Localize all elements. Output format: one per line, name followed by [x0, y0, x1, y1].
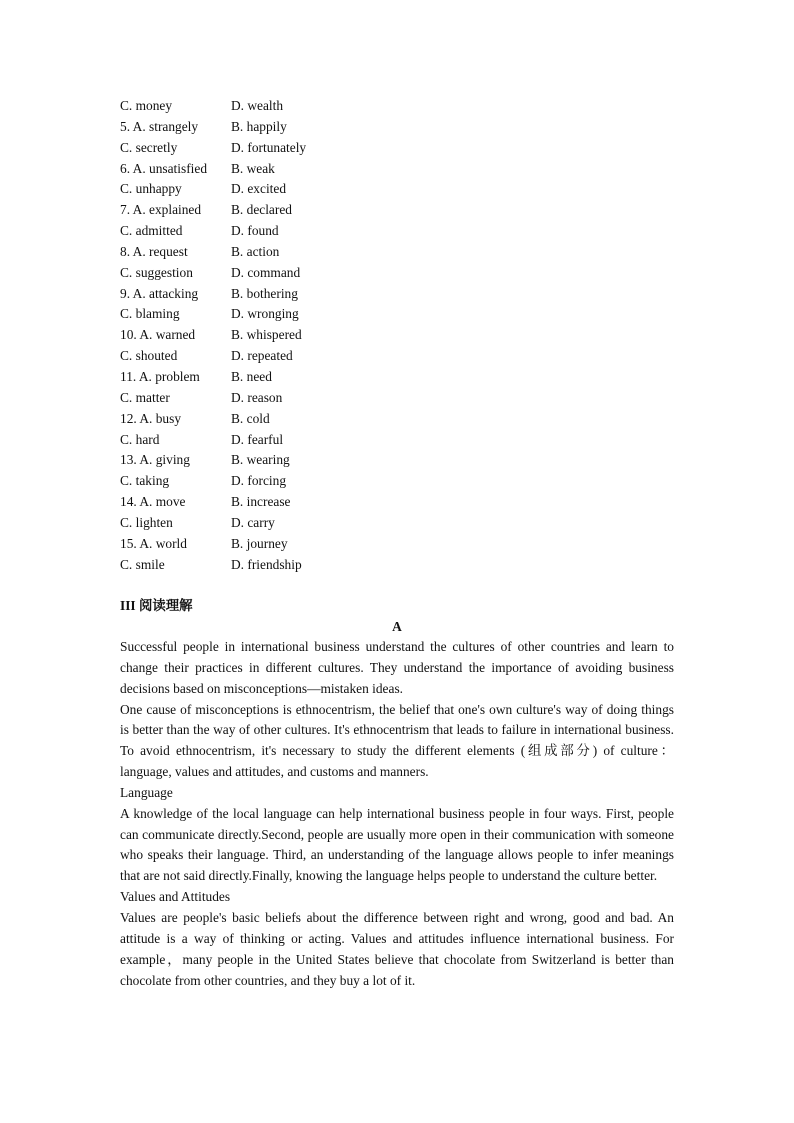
- option-right: D. command: [231, 264, 301, 280]
- option-row: [120, 471, 420, 492]
- option-left: 6. A. unsatisfied: [120, 160, 208, 176]
- option-row: [120, 430, 420, 451]
- option-left: C. shouted: [120, 348, 178, 364]
- option-right: D. wealth: [231, 98, 284, 113]
- option-row: [120, 117, 420, 138]
- option-right: B. bothering: [231, 285, 298, 301]
- option-right: B. action: [231, 243, 280, 259]
- option-left: C. secretly: [120, 139, 178, 155]
- option-right: B. journey: [231, 535, 288, 551]
- option-right: B. whispered: [231, 327, 302, 343]
- option-left: 11. A. problem: [120, 368, 200, 384]
- option-left: 13. A. giving: [120, 452, 190, 468]
- option-left: C. unhappy: [120, 181, 182, 197]
- answer-options-list: [120, 96, 420, 575]
- option-left: 15. A. world: [120, 535, 187, 551]
- option-right: D. reason: [231, 389, 283, 405]
- option-left: C. suggestion: [120, 264, 193, 280]
- option-left: C. blaming: [120, 306, 180, 322]
- option-right: B. need: [231, 368, 272, 384]
- option-row: [120, 179, 420, 200]
- section-title: III 阅读理解: [120, 598, 193, 613]
- option-right: B. weak: [231, 160, 275, 176]
- paragraph-4: Values are people's basic beliefs about the difference between right and wrong, good and bad. An attitude is a way of thinking or acting. Values and attitudes influence international business. For example，many people in the United States believe that chocolate from Switzerland is better than chocolate from other countries, and they buy a lot of it.: [120, 909, 674, 988]
- option-right: D. friendship: [231, 556, 302, 572]
- option-left: 10. A. warned: [120, 327, 196, 343]
- option-right: D. excited: [231, 181, 287, 197]
- option-row: [120, 138, 420, 159]
- option-right: D. repeated: [231, 348, 293, 364]
- option-left: C. taking: [120, 473, 170, 489]
- option-right: B. declared: [231, 202, 292, 218]
- option-left: 8. A. request: [120, 243, 188, 259]
- option-row: [120, 159, 420, 180]
- option-row: [120, 304, 420, 325]
- option-row: [120, 367, 420, 388]
- option-right: D. forcing: [231, 473, 287, 489]
- option-left: 7. A. explained: [120, 202, 202, 218]
- option-right: B. increase: [231, 494, 291, 510]
- option-left: 9. A. attacking: [120, 285, 199, 301]
- option-left: C. admitted: [120, 223, 183, 239]
- option-left: C. money: [120, 98, 173, 113]
- option-row: [120, 534, 420, 555]
- option-row: [120, 242, 420, 263]
- option-right: B. happily: [231, 118, 287, 134]
- option-right: B. wearing: [231, 452, 290, 468]
- option-left: 14. A. move: [120, 494, 186, 510]
- heading-values-attitudes: Values and Attitudes: [120, 889, 231, 905]
- option-row: [120, 96, 420, 117]
- option-row: [120, 284, 420, 305]
- option-row: [120, 492, 420, 513]
- option-left: C. matter: [120, 389, 170, 405]
- option-left: C. lighten: [120, 514, 173, 530]
- option-row: [120, 325, 420, 346]
- option-right: D. fearful: [231, 431, 284, 447]
- paragraph-2: One cause of misconceptions is ethnocentrism, the belief that one's own culture's way of doing things is better than the way of other cultures. It's ethnocentrism that leads to failure in international business. To avoid ethnocentrism, it's necessary to study the different elements (组成部分) of culture：language, values and attitudes, and customs and manners.: [120, 701, 674, 780]
- option-left: 12. A. busy: [120, 410, 182, 426]
- heading-language: Language: [120, 784, 173, 800]
- option-row: [120, 388, 420, 409]
- paragraph-1: Successful people in international business understand the cultures of other countries and learn to change their practices in different cultures. They understand the importance of avoiding business decisions based on misconceptions—mistaken ideas.: [120, 639, 674, 696]
- option-right: D. wronging: [231, 306, 299, 322]
- option-row: [120, 450, 420, 471]
- option-row: [120, 263, 420, 284]
- option-row: [120, 221, 420, 242]
- option-right: D. carry: [231, 514, 275, 530]
- option-left: C. smile: [120, 556, 165, 572]
- option-right: D. fortunately: [231, 139, 307, 155]
- option-row: [120, 513, 420, 534]
- paragraph-3: A knowledge of the local language can help international business people in four ways. First, people can communicate directly.Second, people are usually more open in their communication with someone who speaks their language. Third, an understanding of the language allows people to infer meanings that are not said directly.Finally, knowing the language helps people to understand the culture better.: [120, 805, 674, 884]
- option-left: C. hard: [120, 431, 160, 447]
- reading-section: [120, 595, 674, 991]
- passage-label: A: [392, 619, 402, 634]
- option-row: [120, 346, 420, 367]
- option-row: [120, 200, 420, 221]
- option-right: B. cold: [231, 410, 270, 426]
- option-right: D. found: [231, 223, 279, 239]
- option-row: [120, 409, 420, 430]
- option-left: 5. A. strangely: [120, 118, 199, 134]
- option-row: [120, 555, 420, 576]
